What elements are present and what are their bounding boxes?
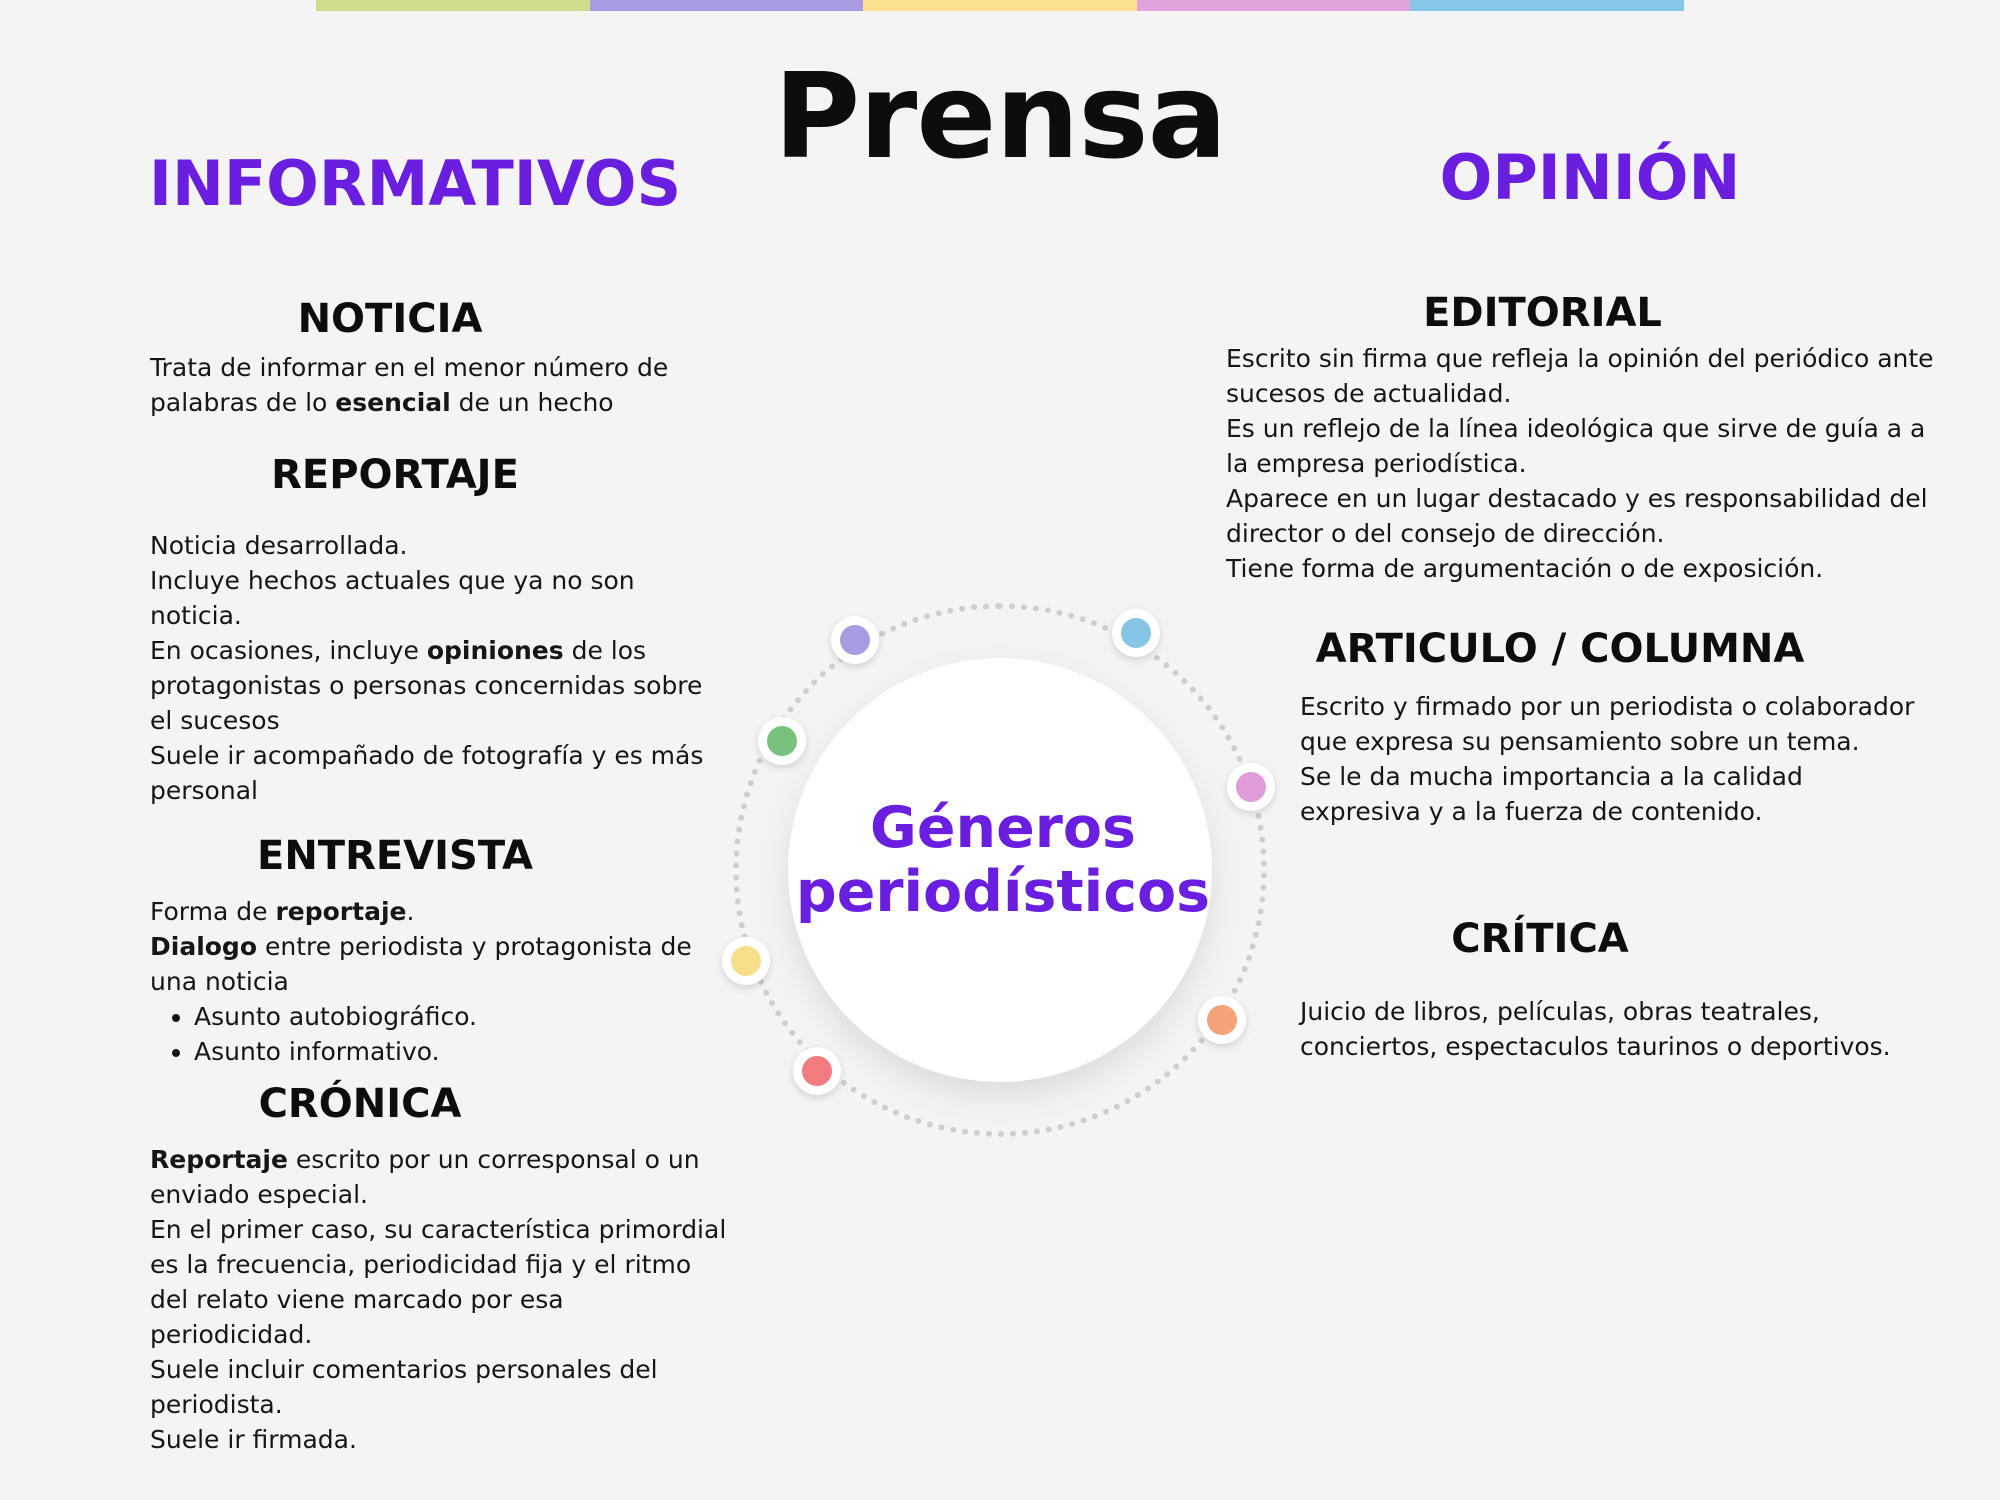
text-line xyxy=(150,633,730,738)
node-dot-fill xyxy=(840,625,870,655)
category-opinion: OPINIÓN xyxy=(1439,141,1741,214)
text-line: Se le da mucha importancia a la calidad expresiva y a la fuerza de contenido. xyxy=(1300,762,1803,826)
heading-cronica: CRÓNICA xyxy=(258,1081,462,1127)
text-line: Noticia desarrollada. xyxy=(150,531,408,560)
bold-text: opiniones xyxy=(426,636,564,665)
color-bar-segment xyxy=(1137,0,1411,11)
text-line xyxy=(150,1142,730,1212)
node-dot-fill xyxy=(1121,618,1151,648)
node-dot xyxy=(1198,996,1246,1044)
center-label-line: periodísticos xyxy=(795,859,1211,925)
bold-text: esencial xyxy=(335,388,451,417)
node-dot xyxy=(1112,609,1160,657)
list-item: • Asunto autobiográfico. xyxy=(194,999,730,1034)
text-entrevista xyxy=(150,894,730,1069)
color-bar xyxy=(316,0,1684,11)
text-reportaje xyxy=(150,528,730,808)
center-label xyxy=(768,796,1238,924)
text-line: Juicio de libros, películas, obras teatrales, conciertos, espectaculos taurinos o deportivos. xyxy=(1300,997,1891,1061)
node-dot xyxy=(758,717,806,765)
text-line: Suele ir firmada. xyxy=(150,1425,357,1454)
heading-reportaje: REPORTAJE xyxy=(271,452,519,498)
heading-noticia: NOTICIA xyxy=(297,296,483,342)
text-span: entre periodista y protagonista de una noticia xyxy=(150,932,692,996)
text-span: escrito por un corresponsal o un enviado especial. xyxy=(150,1145,700,1209)
text-line: Es un reflejo de la línea ideológica que sirve de guía a a la empresa periodística. xyxy=(1226,414,1926,478)
text-span: de los protagonistas o personas concernidas sobre el sucesos xyxy=(150,636,703,735)
node-dot xyxy=(793,1047,841,1095)
text-line: En el primer caso, su característica primordial es la frecuencia, periodicidad fija y el ritmo del relato viene marcado por esa periodicidad. xyxy=(150,1215,727,1349)
category-informativos: INFORMATIVOS xyxy=(148,147,682,220)
text-noticia xyxy=(150,350,730,420)
text-span: . xyxy=(406,897,415,926)
node-dot-fill xyxy=(1207,1005,1237,1035)
center-label-line: Géneros xyxy=(870,795,1136,861)
text-line: Escrito sin firma que refleja la opinión del periódico ante sucesos de actualidad. xyxy=(1226,344,1934,408)
node-dot xyxy=(831,616,879,664)
node-dot xyxy=(722,937,770,985)
heading-entrevista: ENTREVISTA xyxy=(257,833,533,879)
color-bar-segment xyxy=(316,0,590,11)
text-line xyxy=(150,894,730,929)
heading-articulo-columna: ARTICULO / COLUMNA xyxy=(1315,626,1805,672)
node-dot xyxy=(1227,763,1275,811)
node-dot-fill xyxy=(802,1056,832,1086)
text-span: palabras de lo xyxy=(150,388,336,417)
text-line: Escrito y firmado por un periodista o colaborador que expresa su pensamiento sobre un tema. xyxy=(1300,692,1915,756)
page-title: Prensa xyxy=(773,47,1227,185)
bullet-list xyxy=(150,999,730,1069)
color-bar-segment xyxy=(863,0,1137,11)
text-critica xyxy=(1300,994,1920,1064)
color-bar-segment xyxy=(590,0,864,11)
text-line: Tiene forma de argumentación o de exposición. xyxy=(1226,554,1824,583)
bold-text: reportaje xyxy=(275,897,407,926)
text-articulo-columna xyxy=(1300,689,1920,829)
bold-text: Dialogo xyxy=(150,932,258,961)
list-item: • Asunto informativo. xyxy=(194,1034,730,1069)
text-span: de un hecho xyxy=(450,388,614,417)
text-editorial xyxy=(1226,341,1936,586)
heading-editorial: EDITORIAL xyxy=(1423,290,1662,336)
color-bar-segment xyxy=(1410,0,1684,11)
text-line xyxy=(150,929,730,999)
text-cronica xyxy=(150,1142,730,1457)
bold-text: Reportaje xyxy=(150,1145,288,1174)
text-line: Incluye hechos actuales que ya no son noticia. xyxy=(150,566,635,630)
text-line: Suele ir acompañado de fotografía y es más personal xyxy=(150,741,704,805)
text-span: Trata de informar en el menor número de xyxy=(150,353,669,382)
node-dot-fill xyxy=(767,726,797,756)
text-line: Aparece en un lugar destacado y es responsabilidad del director o del consejo de dirección. xyxy=(1226,484,1928,548)
node-dot-fill xyxy=(1236,772,1266,802)
text-span: En ocasiones, incluye xyxy=(150,636,427,665)
text-line xyxy=(150,350,730,420)
text-span: Forma de xyxy=(150,897,276,926)
text-line: Suele incluir comentarios personales del periodista. xyxy=(150,1355,658,1419)
node-dot-fill xyxy=(731,946,761,976)
heading-critica: CRÍTICA xyxy=(1451,916,1629,962)
